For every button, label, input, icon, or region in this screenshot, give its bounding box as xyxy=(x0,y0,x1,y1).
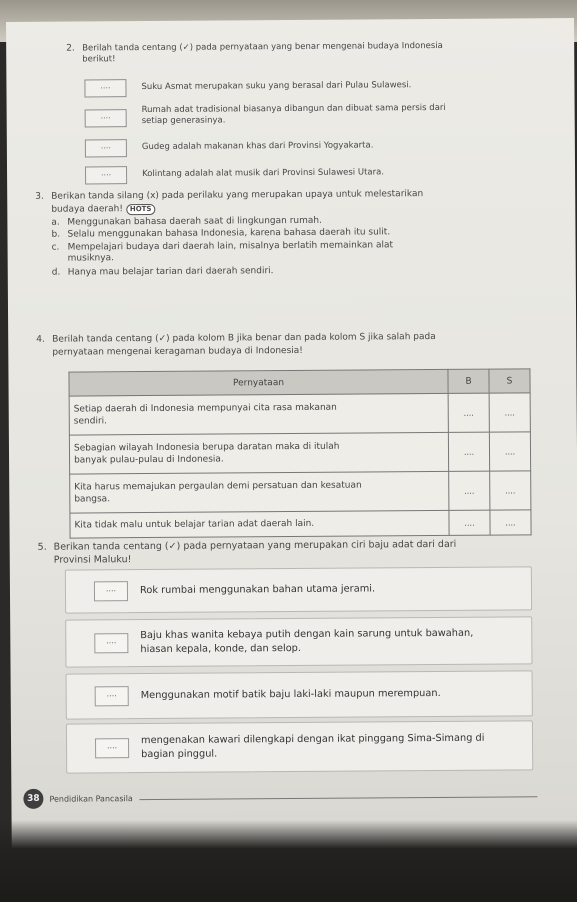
statement-line: Kita harus memajukan pergaulan demi persatuan dan kesatuan xyxy=(74,480,362,493)
q3-option-d: Hanya mau belajar tarian dari daerah sendiri. xyxy=(67,266,274,278)
q3-option-a: Menggunakan bahasa daerah saat di lingkungan rumah. xyxy=(67,215,322,228)
q5-answer-box-1[interactable]: .... xyxy=(94,581,128,601)
q3-prompt-line1: Berikan tanda silang (x) pada perilaku yang merupakan upaya untuk melestarikan xyxy=(51,189,424,202)
q3-prompt-text: budaya daerah! xyxy=(51,204,123,215)
statement-line: Sebagian wilayah Indonesia berupa daratan maka di itulah xyxy=(73,441,340,454)
q3-option-letter-a: a. xyxy=(51,217,60,228)
q5-item-2-text-cont: hiasan kepala, konde, dan selop. xyxy=(140,642,302,656)
q2-prompt-line2: berikut! xyxy=(82,54,116,65)
statement-line: bangsa. xyxy=(74,494,111,505)
culture-statement-table xyxy=(68,368,531,538)
statement-line: banyak pulau-pulau di Indonesia. xyxy=(74,454,224,466)
q3-prompt-line2 xyxy=(51,204,155,216)
false-answer-cell[interactable]: .... xyxy=(489,432,530,471)
q3-option-c: Mempelajari budaya dari daerah lain, misalnya berlatih memainkan alat xyxy=(67,240,394,253)
q5-number: 5. xyxy=(37,541,47,553)
q5-prompt-line2: Provinsi Maluku! xyxy=(53,554,132,566)
col-header-false: S xyxy=(489,369,530,393)
q4-number: 4. xyxy=(36,334,45,345)
statement-line: sendiri. xyxy=(73,416,108,427)
q5-item-2-text: Baju khas wanita kebaya putih dengan kain sarung untuk bawahan, xyxy=(140,627,474,642)
footer-divider xyxy=(139,796,537,800)
q5-item-4-text: mengenakan kawari dilengkapi dengan ikat pinggang Sima-Simang di xyxy=(140,732,485,747)
statement-cell xyxy=(69,432,448,474)
false-answer-cell[interactable]: .... xyxy=(490,471,531,510)
table-row xyxy=(70,510,531,538)
q5-answer-box-3[interactable]: .... xyxy=(95,686,129,706)
statement-cell xyxy=(70,471,449,513)
q3-option-c-cont: musiknya. xyxy=(67,253,114,264)
table-row xyxy=(69,432,530,474)
q2-item-2-text-cont: setiap generasinya. xyxy=(141,115,226,127)
q2-answer-box-4[interactable]: .... xyxy=(85,166,127,184)
statement-cell xyxy=(69,393,448,435)
q2-item-4-text: Kolintang adalah alat musik dari Provinsi Sulawesi Utara. xyxy=(142,167,385,180)
q5-answer-box-2[interactable]: .... xyxy=(94,633,128,653)
table-header-row xyxy=(69,369,530,396)
background-shadow xyxy=(0,820,577,902)
q3-number: 3. xyxy=(35,191,44,202)
false-answer-cell[interactable]: .... xyxy=(490,510,531,535)
q5-item-3-text: Menggunakan motif batik baju laki-laki maupun merempuan. xyxy=(140,687,441,702)
q3-option-letter-d: d. xyxy=(51,267,61,278)
col-header-true: B xyxy=(448,369,489,393)
q2-item-3-text: Gudeg adalah makanan khas dari Provinsi Yogyakarta. xyxy=(141,140,374,153)
statement-line: Kita tidak malu untuk belajar tarian adat daerah lain. xyxy=(74,518,315,531)
book-title: Pendidikan Pancasila xyxy=(49,794,133,804)
true-answer-cell[interactable]: .... xyxy=(448,432,489,471)
q2-item-2-text: Rumah adat tradisional biasanya dibangun dan dibuat sama persis dari xyxy=(141,102,446,116)
q2-answer-box-3[interactable]: .... xyxy=(85,139,127,157)
true-answer-cell[interactable]: .... xyxy=(448,393,489,432)
q2-answer-box-1[interactable]: .... xyxy=(84,79,126,97)
worksheet-page xyxy=(6,18,577,852)
table-row xyxy=(69,393,530,435)
q5-option-card-2 xyxy=(65,616,532,667)
q5-option-card-3 xyxy=(66,670,533,719)
col-header-statement: Pernyataan xyxy=(69,369,448,396)
q2-answer-box-2[interactable]: .... xyxy=(85,109,127,127)
q5-option-card-4 xyxy=(66,720,533,773)
q2-prompt-line1: Berilah tanda centang (✓) pada pernyataan yang benar mengenai budaya Indonesia xyxy=(82,40,443,54)
page-number-badge: 38 xyxy=(23,789,43,809)
q2-number: 2. xyxy=(66,43,75,54)
false-answer-cell[interactable]: .... xyxy=(489,393,530,432)
q4-prompt-line1: Berilah tanda centang (✓) pada kolom B jika benar dan pada kolom S jika salah pada xyxy=(52,332,436,345)
q5-prompt-line1: Berikan tanda centang (✓) pada pernyataan yang merupakan ciri baju adat dari dari xyxy=(53,538,457,553)
true-answer-cell[interactable]: .... xyxy=(449,471,490,510)
hots-badge: HOTS xyxy=(126,204,156,215)
statement-cell xyxy=(70,510,449,538)
q3-option-letter-c: c. xyxy=(51,242,60,253)
q3-option-b: Selalu menggunakan bahasa Indonesia, karena bahasa daerah itu sulit. xyxy=(67,227,391,240)
q5-answer-box-4[interactable]: .... xyxy=(95,738,129,758)
table-row xyxy=(70,471,531,513)
q5-item-4-text-cont: bagian pinggul. xyxy=(141,748,218,761)
q2-item-1-text: Suku Asmat merupakan suku yang berasal dari Pulau Sulawesi. xyxy=(141,80,412,93)
q4-prompt-line2: pernyataan mengenai keragaman budaya di Indonesia! xyxy=(52,345,303,358)
statement-line: Setiap daerah di Indonesia mempunyai cita rasa makanan xyxy=(73,402,337,415)
q5-item-1-text: Rok rumbai menggunakan bahan utama jerami. xyxy=(139,583,376,597)
q3-option-letter-b: b. xyxy=(51,229,61,240)
true-answer-cell[interactable]: .... xyxy=(449,510,490,535)
q5-option-card-1 xyxy=(65,566,532,613)
